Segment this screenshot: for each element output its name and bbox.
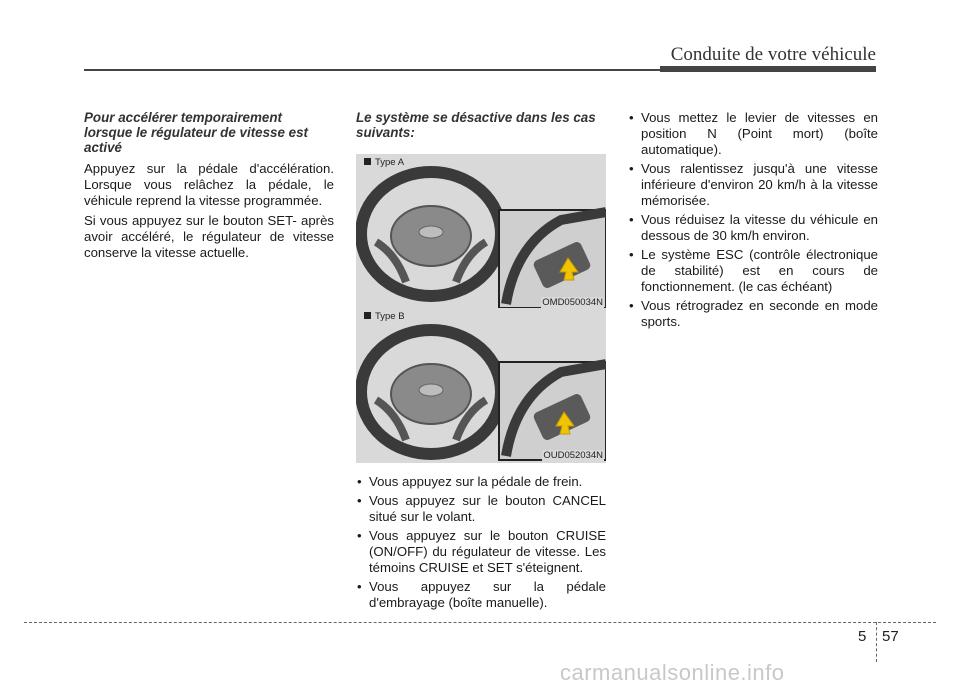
figure-type-a — [356, 154, 606, 310]
list-item: • Vous mettez le levier de vitesses en position N (Point mort) (boîte automatique). — [628, 110, 878, 158]
list-item: • Vous appuyez sur le bouton CANCEL situé sur le volant. — [356, 493, 606, 525]
section-subhead: Pour accélérer temporairement lorsque le régulateur de vitesse est activé — [84, 110, 309, 155]
column-2 — [356, 110, 606, 146]
list-item: • Vous appuyez sur le bouton CRUISE (ON/OFF) du régulateur de vitesse. Les témoins CRUISE et SET s'éteignent. — [356, 528, 606, 576]
page-number: 57 — [882, 628, 899, 645]
square-bullet-icon — [364, 158, 371, 165]
bullet-list — [628, 110, 878, 330]
bullet-list — [356, 474, 606, 611]
figure-type-label: Type B — [375, 311, 405, 322]
figure-label — [364, 157, 404, 168]
column-1 — [84, 110, 334, 265]
section-subhead: Le système se désactive dans les cas suivants: — [356, 110, 596, 140]
header-title: Conduite de votre véhicule — [670, 44, 876, 65]
column-3 — [628, 110, 878, 333]
list-item: • Vous réduisez la vitesse du véhicule en dessous de 30 km/h environ. — [628, 212, 878, 244]
footer-divider — [876, 622, 877, 662]
figure-code: OUD052034N — [543, 450, 603, 461]
figure-code: OMD050034N — [542, 297, 603, 308]
steering-wheel-illustration — [356, 308, 606, 463]
header-rule-accent — [660, 66, 876, 72]
steering-wheel-illustration — [356, 154, 606, 310]
footer-rule — [24, 622, 936, 623]
column-2-list — [356, 474, 606, 614]
list-item: • Vous rétrogradez en seconde en mode sports. — [628, 298, 878, 330]
figure-type-label: Type A — [375, 157, 405, 168]
square-bullet-icon — [364, 312, 371, 319]
list-item: • Vous appuyez sur la pédale d'embrayage (boîte manuelle). — [356, 579, 606, 611]
paragraph: Appuyez sur la pédale d'accélération. Lorsque vous relâchez la pédale, le véhicule reprend la vitesse programmée. — [84, 161, 334, 208]
figure-type-b — [356, 308, 606, 463]
paragraph: Si vous appuyez sur le bouton SET- après avoir accéléré, le régulateur de vitesse conserve la vitesse actuelle. — [84, 213, 334, 260]
watermark: carmanualsonline.info — [560, 660, 785, 685]
list-item: • Vous ralentissez jusqu'à une vitesse inférieure d'environ 20 km/h à la vitesse mémorisée. — [628, 161, 878, 209]
chapter-number: 5 — [858, 628, 867, 645]
list-item: • Vous appuyez sur la pédale de frein. — [356, 474, 606, 490]
figure-label — [364, 311, 405, 322]
list-item: • Le système ESC (contrôle électronique de stabilité) est en cours de fonctionnement. (le cas échéant) — [628, 247, 878, 295]
